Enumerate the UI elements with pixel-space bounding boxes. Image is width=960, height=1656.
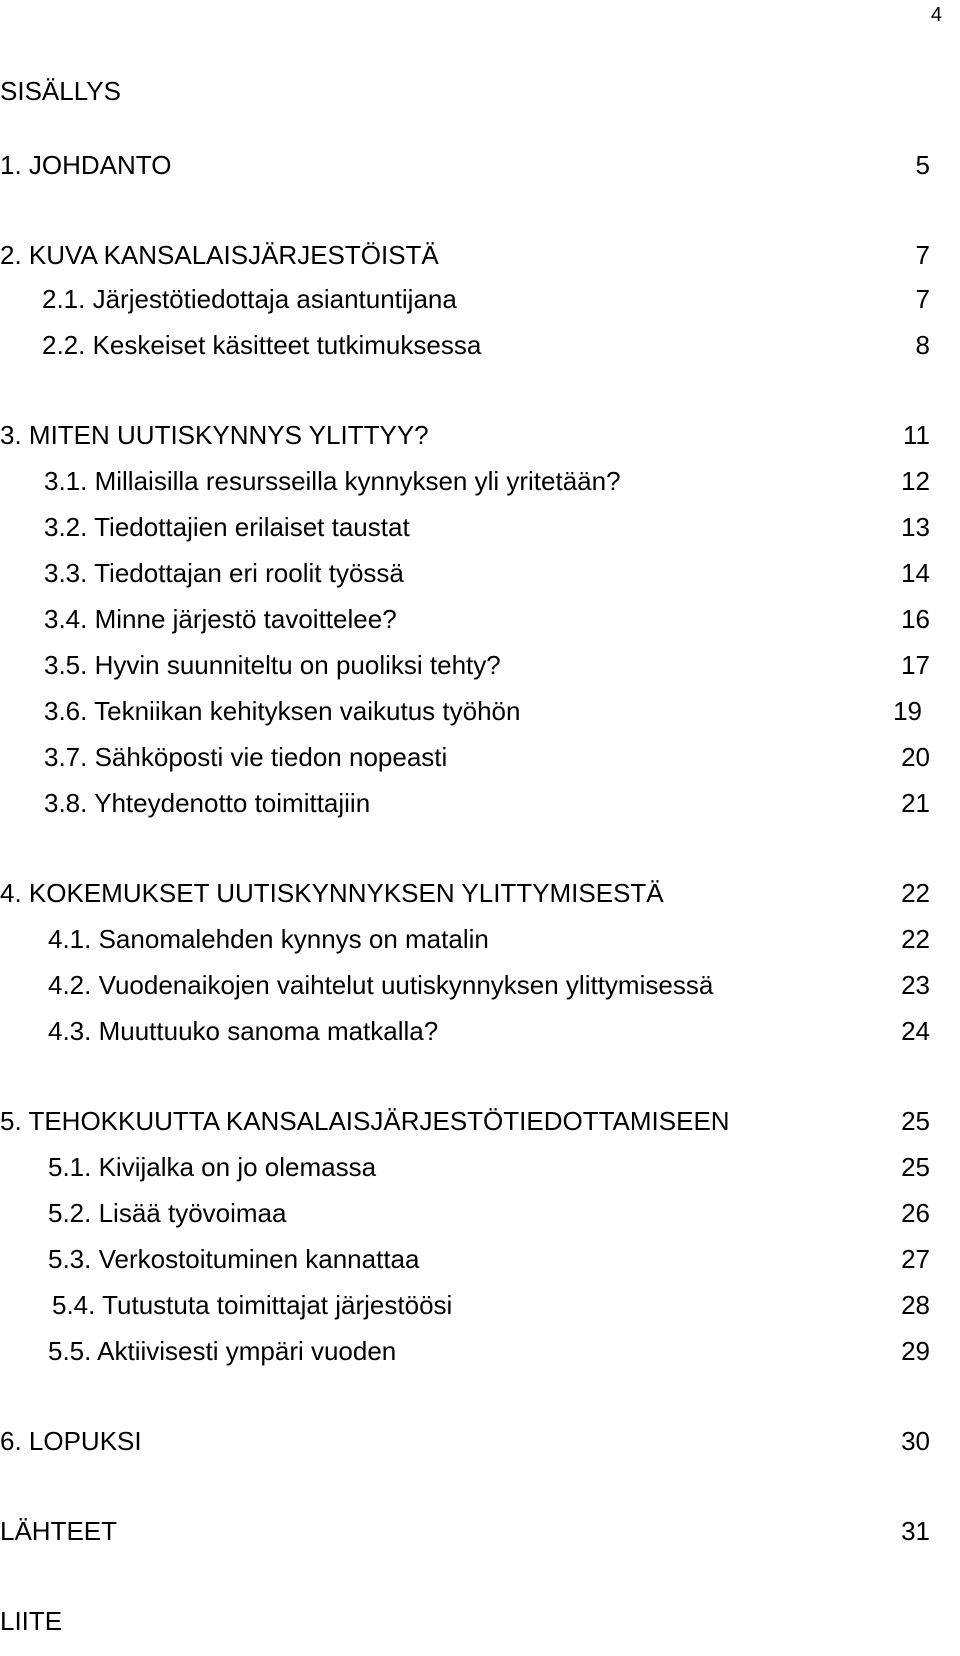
toc-entry-5-5 [0,1336,930,1366]
toc-entry-page: 20 [901,742,930,772]
toc-entry-3-2 [0,512,930,542]
toc-entry-page: 29 [901,1336,930,1366]
toc-entry-page: 26 [901,1198,930,1228]
toc-entry-4-2 [0,970,930,1000]
toc-entry-3-4 [0,604,930,634]
toc-entry-label: 2.1. Järjestötiedottaja asiantuntijana [42,284,457,314]
toc-entry-label: 5.4. Tutustuta toimittajat järjestöösi [52,1290,453,1320]
toc-entry-label: 1. JOHDANTO [0,150,172,180]
toc-entry-5-4 [0,1290,930,1320]
toc-entry-page: 12 [901,466,930,496]
toc-entry-6 [0,1426,930,1456]
toc-entry-3-8 [0,788,930,818]
toc-entry-page: 13 [901,512,930,542]
toc-entry-5 [0,1106,930,1136]
toc-title: SISÄLLYS [0,76,121,106]
toc-entry-page: 16 [901,604,930,634]
toc-entry-label: 2. KUVA KANSALAISJÄRJESTÖISTÄ [0,240,439,270]
toc-entry-label: 5.5. Aktiivisesti ympäri vuoden [48,1336,397,1366]
toc-entry-label: 3.8. Yhteydenotto toimittajiin [44,788,371,818]
toc-entry-page: 11 [903,420,930,450]
toc-entry-label: 3.6. Tekniikan kehityksen vaikutus työhön [44,696,521,726]
toc-entry-3 [0,420,930,450]
toc-entry-label: 5.3. Verkostoituminen kannattaa [48,1244,420,1274]
toc-entry-label: 3.2. Tiedottajien erilaiset taustat [44,512,410,542]
toc-entry-label: 3. MITEN UUTISKYNNYS YLITTYY? [0,420,429,450]
toc-entry-page: 22 [901,878,930,908]
toc-entry-3-3 [0,558,930,588]
toc-entry-page: 25 [901,1106,930,1136]
toc-entry-3-7 [0,742,930,772]
toc-entry-page: 27 [901,1244,930,1274]
toc-entry-label: 4.3. Muuttuuko sanoma matkalla? [48,1016,439,1046]
toc-entry-4 [0,878,930,908]
toc-entry-page: 30 [901,1426,930,1456]
toc-entry-page: 25 [901,1152,930,1182]
toc-entry-5-3 [0,1244,930,1274]
toc-entry-3-6 [0,696,930,726]
toc-entry-4-3 [0,1016,930,1046]
toc-entry-label: 5.2. Lisää työvoimaa [48,1198,287,1228]
toc-entry-label: 2.2. Keskeiset käsitteet tutkimuksessa [42,330,482,360]
toc-entry-3-5 [0,650,930,680]
toc-entry-5-1 [0,1152,930,1182]
toc-entry-label: LIITE [0,1606,63,1636]
toc-entry-page: 5 [915,150,930,180]
page-number: 4 [930,4,942,26]
toc-entry-label: 3.1. Millaisilla resursseilla kynnyksen yli yritetään? [44,466,621,496]
toc-entry-label: 4.2. Vuodenaikojen vaihtelut uutiskynnyksen ylittymisessä [48,970,714,1000]
toc-entry-label: 5.1. Kivijalka on jo olemassa [48,1152,377,1182]
toc-entry-label: LÄHTEET [0,1516,118,1546]
toc-entry-page: 19 [893,696,922,726]
toc-entry-page: 7 [915,240,930,270]
toc-entry-page: 24 [901,1016,930,1046]
toc-entry-4-1 [0,924,930,954]
toc-entry-page: 17 [901,650,930,680]
toc-entry-label: 6. LOPUKSI [0,1426,142,1456]
toc-entry-page: 7 [915,284,930,314]
toc-entry-2-1 [0,284,930,314]
toc-entry-page: 23 [901,970,930,1000]
toc-entry-label: 3.3. Tiedottajan eri roolit työssä [44,558,404,588]
toc-entry-label: 3.4. Minne järjestö tavoittelee? [44,604,397,634]
toc-entry-page: 14 [901,558,930,588]
toc-entry-page: 28 [901,1290,930,1320]
toc-entry-2-2 [0,330,930,360]
toc-entry-appendix [0,1606,930,1636]
toc-entry-page: 31 [901,1516,930,1546]
toc-entry-label: 5. TEHOKKUUTTA KANSALAISJÄRJESTÖTIEDOTTAMISEEN [0,1106,730,1136]
toc-entry-page: 8 [915,330,930,360]
toc-entry-page: 22 [901,924,930,954]
toc-entry-references [0,1516,930,1546]
toc-entry-page: 21 [901,788,930,818]
toc-entry-2 [0,240,930,270]
toc-entry-label: 4. KOKEMUKSET UUTISKYNNYKSEN YLITTYMISESTÄ [0,878,664,908]
toc-entry-label: 3.5. Hyvin suunniteltu on puoliksi tehty? [44,650,501,680]
toc-entry-5-2 [0,1198,930,1228]
toc-entry-label: 3.7. Sähköposti vie tiedon nopeasti [44,742,448,772]
toc-entry-1 [0,150,930,180]
toc-entry-3-1 [0,466,930,496]
toc-entry-label: 4.1. Sanomalehden kynnys on matalin [48,924,489,954]
